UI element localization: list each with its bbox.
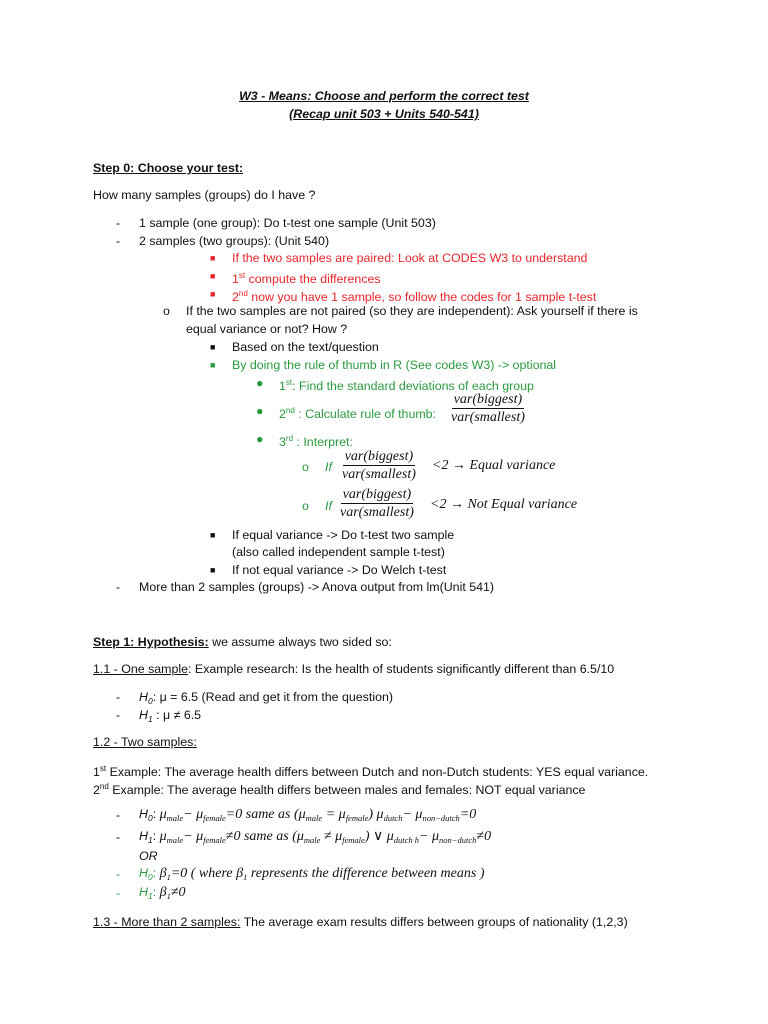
dash-bullet: - — [116, 690, 121, 704]
paired-line-2: 1st compute the differences — [232, 271, 381, 286]
step0-heading: Step 0: Choose your test: — [93, 161, 244, 175]
example-1: 1st Example: The average health differs between Dutch and non-Dutch students: YES equal variance. — [93, 764, 649, 779]
dash-bullet: - — [116, 867, 121, 881]
if-label: If — [325, 499, 332, 513]
step1-heading: Step 1: Hypothesis: we assume always two sided so: — [93, 635, 392, 649]
step0-question: How many samples (groups) do I have ? — [93, 188, 316, 202]
section-1-3: 1.3 - More than 2 samples: The average exam results differs between groups of nationality (1,2,3) — [93, 915, 628, 929]
rule-step-2: 2nd : Calculate rule of thumb: — [279, 406, 436, 421]
circle-bullet: o — [302, 499, 309, 513]
equal-variance-fraction: var(biggest) var(smallest) — [342, 449, 416, 482]
h0-beta: $H_0$: $\beta_1=0$ ( where $\beta_1$ represents the difference between means ) — [139, 866, 485, 882]
rule-step-3: 3rd : Interpret: — [279, 434, 353, 449]
equal-variance-line-2: (also called independent sample t-test) — [232, 545, 445, 559]
h1-one-sample: $H_1$ : μ ≠ 6.5 — [139, 708, 202, 724]
square-bullet: ■ — [210, 271, 216, 281]
h0-two-samples: $H_0$: $\mu_{male}- \mu_{female}=0$ same as $(\mu_{male} = \mu_{female})$ $\mu_{dutch}- \mu_{non-dutch}=0$ — [139, 807, 477, 823]
equal-variance-condition: <2 → Equal variance — [432, 458, 556, 473]
dot-bullet: ● — [256, 404, 264, 418]
square-bullet: ■ — [210, 360, 216, 370]
title-line-1: W3 - Means: Choose and perform the correct test — [239, 89, 529, 103]
h1-two-samples: $H_1$: $\mu_{male}- \mu_{female}\ne 0$ same as $(\mu_{male} \ne \mu_{female})$ ∨ $\mu_{dutch h}- \mu_{non-dutch}\ne 0$ — [139, 829, 492, 845]
rule-step-1: 1st: Find the standard deviations of each group — [279, 378, 534, 393]
rule-of-thumb-fraction: var(biggest) var(smallest) — [451, 392, 525, 425]
not-equal-variance-condition: <2 → Not Equal variance — [430, 497, 578, 512]
two-samples-line: 2 samples (two groups): (Unit 540) — [139, 234, 330, 248]
h1-beta: $H_1$: $\beta_1\ne 0$ — [139, 885, 186, 901]
one-sample-line: 1 sample (one group): Do t-test one sample (Unit 503) — [139, 216, 436, 230]
title-line-2: (Recap unit 503 + Units 540-541) — [289, 107, 479, 121]
paired-line-1: If the two samples are paired: Look at CODES W3 to understand — [232, 251, 588, 265]
section-1-2: 1.2 - Two samples: — [93, 735, 197, 749]
dot-bullet: ● — [256, 376, 264, 390]
dash-bullet: - — [116, 830, 121, 844]
more-than-two-line: More than 2 samples (groups) -> Anova output from lm(Unit 541) — [139, 580, 495, 594]
square-bullet: ■ — [210, 289, 216, 299]
not-equal-variance-line: If not equal variance -> Do Welch t-test — [232, 563, 447, 577]
square-bullet: ■ — [210, 530, 216, 540]
example-2: 2nd Example: The average health differs between males and females: NOT equal variance — [93, 782, 586, 797]
circle-bullet: o — [163, 304, 170, 318]
dash-bullet: - — [116, 234, 121, 248]
dash-bullet: - — [116, 886, 121, 900]
paired-line-3: 2nd now you have 1 sample, so follow the codes for 1 sample t-test — [232, 289, 597, 304]
not-paired-line-1: If the two samples are not paired (so they are independent): Ask yourself if there is — [186, 304, 638, 318]
equal-variance-line-1: If equal variance -> Do t-test two sample — [232, 528, 455, 542]
dash-bullet: - — [116, 580, 121, 594]
h0-one-sample: $H_0$: μ = 6.5 (Read and get it from the question) — [139, 690, 393, 706]
dash-bullet: - — [116, 708, 121, 722]
rule-of-thumb-line: By doing the rule of thumb in R (See codes W3) -> optional — [232, 358, 557, 372]
if-label: If — [325, 460, 332, 474]
circle-bullet: o — [302, 460, 309, 474]
dash-bullet: - — [116, 808, 121, 822]
or-label: OR — [139, 849, 158, 863]
dash-bullet: - — [116, 216, 121, 230]
square-bullet: ■ — [210, 342, 216, 352]
square-bullet: ■ — [210, 565, 216, 575]
not-equal-variance-fraction: var(biggest) var(smallest) — [340, 487, 414, 520]
not-paired-line-2: equal variance or not? How ? — [186, 322, 348, 336]
based-on-text: Based on the text/question — [232, 340, 379, 354]
dot-bullet: ● — [256, 432, 264, 446]
section-1-1: 1.1 - One sample: Example research: Is the health of students significantly different than 6.5/10 — [93, 662, 615, 676]
square-bullet: ■ — [210, 253, 216, 263]
